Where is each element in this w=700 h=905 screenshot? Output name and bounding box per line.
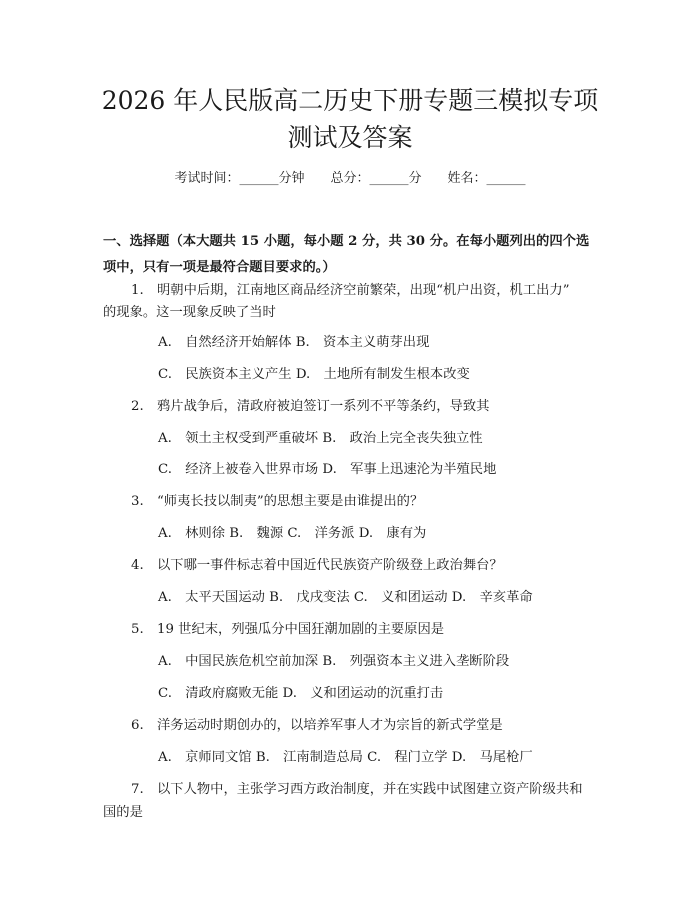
question-5-options-row-1: A. 中国民族危机空前加深 B. 列强资本主义进入垄断阶段 (158, 654, 510, 669)
total-score-field: 总分：______分 (330, 171, 422, 186)
question-number: 3. (131, 494, 144, 509)
question-text: “师夷长技以制夷”的思想主要是由谁提出的？ (157, 494, 424, 509)
question-2-stem (103, 394, 489, 420)
section-heading-line-1: 一、选择题（本大题共 15 小题，每小题 2 分，共 30 分。在每小题列出的四个选 (103, 234, 590, 249)
exam-meta (0, 167, 700, 186)
question-text: 以下哪一事件标志着中国近代民族资产阶级登上政治舞台？ (157, 558, 503, 573)
question-2-options-row-1: A. 领土主权受到严重破坏 B. 政治上完全丧失独立性 (158, 431, 483, 446)
question-text: 明朝中后期，江南地区商品经济空前繁荣，出现“机户出资，机工出力” (157, 283, 570, 298)
question-number: 7. (131, 782, 144, 797)
section-heading-line-2: 项中，只有一项是最符合题目要求的。） (103, 260, 336, 275)
page-title (60, 82, 640, 156)
question-text: 以下人物中，主张学习西方政治制度，并在实践中试图建立资产阶级共和 (157, 782, 583, 797)
question-1-stem-continued: 的现象。这一现象反映了当时 (103, 305, 276, 320)
title-line-1: 2026 年人民版高二历史下册专题三模拟专项 (101, 86, 599, 115)
question-1-options-row-1: A. 自然经济开始解体 B. 资本主义萌芽出现 (158, 335, 430, 350)
student-name-field: 姓名：______ (447, 171, 526, 186)
question-2-options-row-2: C. 经济上被卷入世界市场 D. 军事上迅速沦为半殖民地 (158, 462, 497, 477)
question-3-options: A. 林则徐 B. 魏源 C. 洋务派 D. 康有为 (158, 526, 427, 541)
question-6-options: A. 京师同文馆 B. 江南制造总局 C. 程门立学 D. 马尾枪厂 (158, 750, 533, 765)
question-number: 1. (131, 283, 144, 298)
question-text: 19 世纪末，列强瓜分中国狂潮加剧的主要原因是 (157, 622, 445, 637)
question-5-options-row-2: C. 清政府腐败无能 D. 义和团运动的沉重打击 (158, 686, 444, 701)
question-5-stem (103, 617, 444, 643)
exam-time-field: 考试时间：______分钟 (174, 171, 305, 186)
section-heading (103, 229, 602, 281)
question-number: 5. (131, 622, 144, 637)
title-line-2: 测试及答案 (287, 123, 413, 152)
question-3-stem (103, 489, 423, 515)
question-7-stem (103, 777, 583, 803)
question-1-options-row-2: C. 民族资本主义产生 D. 土地所有制发生根本改变 (158, 367, 470, 382)
question-number: 6. (131, 718, 144, 733)
question-4-options: A. 太平天国运动 B. 戊戌变法 C. 义和团运动 D. 辛亥革命 (158, 590, 533, 605)
question-7-stem-continued: 国的是 (103, 805, 143, 820)
question-6-stem (103, 713, 503, 739)
question-4-stem (103, 553, 503, 579)
question-number: 2. (131, 399, 144, 414)
question-text: 洋务运动时期创办的，以培养军事人才为宗旨的新式学堂是 (157, 718, 503, 733)
question-text: 鸦片战争后，清政府被迫签订一系列不平等条约，导致其 (157, 399, 490, 414)
question-number: 4. (131, 558, 144, 573)
